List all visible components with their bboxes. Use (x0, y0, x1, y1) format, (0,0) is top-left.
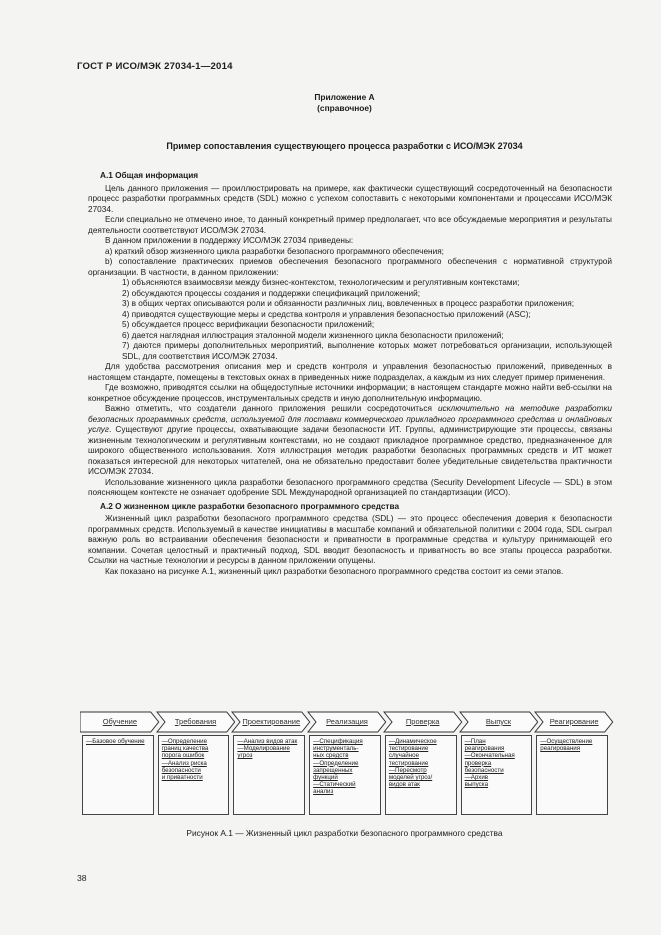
list-item: 1) объясняются взаимосвязи между бизнес-контекстом, технологическим и регулятивным контекстами; (122, 278, 520, 287)
paragraph: В данном приложении в поддержку ИСО/МЭК 27034 приведены: (105, 236, 354, 245)
activity-line: моделей угроз/ (388, 774, 433, 782)
activity-text (234, 736, 304, 760)
activity-line: функций (313, 774, 338, 782)
paragraph: Если специально не отмечено иное, то данный конкретный пример предполагает, что все обсуждаемые мероприятия и результаты деятельности соответствуют ИСО/МЭК 27034. (88, 215, 612, 235)
paragraph-text: . Существуют другие процессы, охватывающие задачи безопасности ИТ. Группы, администрирующие эти процессы, связаны жизненным технологическим и регулятивным контекстами, но не создают прикладное программное средство, предназначенное для широкого общественного использования. Хотя иллюстрация методик разработки безопасных программных средств и ИТ может показаться интересной для некоторых читателей, она не обязательно предоставит более убедительные свидетельства практичности ИСО/МЭК 27034. (88, 425, 612, 476)
paragraph: Жизненный цикл разработки безопасного программного средства (SDL) — это процесс обеспечения доверия к безопасности программных средств. Используемый в качестве инициативы в масштабе компаний и обязательной политики с 2004 года, SDL сыграл важную роль во встраивании обеспечения безопасности и приватности в программные средства и культуру принимающей его компании. Сочетая целостный и практичный подход, SDL вводит безопасность и приватность во все этапы процесса разработки. Ссылки на частные технологии и ресурсы в данном приложении опущены. (88, 514, 612, 565)
phase-label: Проверка (405, 717, 440, 726)
phase-activities (461, 735, 533, 815)
activity-line: анализ (313, 788, 334, 796)
phase-activities (309, 735, 381, 815)
activity-text (310, 736, 380, 796)
phase-label: Требования (174, 717, 217, 726)
activity-text (537, 736, 607, 752)
activity-text (386, 736, 456, 788)
activity-text (83, 736, 153, 745)
subsection-a1-title: А.1 Общая информация (100, 171, 199, 180)
paragraph (88, 404, 612, 478)
activity-line: —Окончательная (464, 752, 515, 760)
figure-caption: Рисунок А.1 — Жизненный цикл разработки безопасного программного средства (186, 828, 503, 838)
paragraph: Использование жизненного цикла разработки безопасного программного средства (Security Development Lifecycle — SDL) в этом поясняющем контексте не означает одобрение SDL Международной организацией по стандартизации (ИСО). (88, 477, 612, 497)
activity-line: проверка (464, 759, 492, 767)
list-item: a) краткий обзор жизненного цикла разработки безопасного программного обеспечения; (105, 246, 444, 256)
list-item: 4) приводятся существующие меры и средства контроля и управления безопасностью приложений (ASC); (122, 309, 531, 319)
activity-line: безопасности (464, 766, 504, 774)
activity-text (462, 736, 532, 788)
document-body (88, 170, 612, 577)
activity-line: —Спецификация инструменталь- (313, 738, 363, 753)
activity-line: —Определение границ качества (161, 738, 209, 753)
activity-text (159, 736, 229, 781)
list-item: 2) обсуждаются процессы создания и поддержки спецификаций приложений; (122, 288, 421, 298)
activity-line: ных средств (313, 752, 349, 760)
activity-line: —Моделирование угроз (237, 745, 290, 760)
activity-line: реагирования (540, 745, 581, 753)
phase-arrow (534, 711, 614, 733)
phase-arrow (307, 711, 387, 733)
activity-line: —Анализ риска безопасности (161, 759, 207, 774)
subsection-a2-title: А.2 О жизненном цикле разработки безопасного программного средства (100, 501, 400, 511)
paragraph: Для удобства рассмотрения описания мер и средств контроля и управления безопасностью приложений, приведенных в настоящем стандарте, помещены в текстовых окнах в приведенных ниже подразделах, а каждым из них следует пример применения. (88, 362, 612, 382)
activity-line: —Динамическое (388, 738, 437, 745)
phase-activities (385, 735, 457, 815)
activity-line: —Пересмотр (388, 766, 427, 774)
phase-arrow (156, 711, 236, 733)
section-title: Пример сопоставления существующего процесса разработки с ИСО/МЭК 27034 (166, 141, 523, 151)
activity-line: —Архив (464, 774, 489, 782)
activity-line: —Анализ видов атак (237, 738, 298, 745)
paragraph: Как показано на рисунке А.1, жизненный цикл разработки безопасного программного средства состоит из семи этапов. (105, 566, 564, 576)
phase-arrow (231, 711, 311, 733)
paragraph-text: Важно отметить, что создатели данного приложения решили сосредоточиться (105, 404, 438, 413)
activity-line: —Определение (313, 759, 359, 767)
list-item: 6) дается наглядная иллюстрация эталонной модели жизненного цикла безопасности приложений; (122, 330, 504, 340)
phase-label: Реализация (326, 717, 368, 726)
activity-line: запрещенных (313, 766, 353, 774)
annex-title: Приложение А (314, 92, 375, 102)
list-item: 7) даются примеры дополнительных мероприятий, выполнение которых может потребоваться организации, использующей SDL, для соответствия ИСО/МЭК 27034. (122, 341, 612, 361)
phase-label: Проектирование (242, 717, 301, 726)
activity-line: —План (464, 738, 486, 745)
activity-line: порога ошибок (161, 752, 205, 760)
emphasis-text: исключительно на методике разработки безопасных программных средств, используемой для поставки коммерческого прикладного программного средства и онлайновых услуг (88, 404, 612, 434)
activity-line: видов атак (388, 781, 420, 789)
page-number: 38 (77, 873, 87, 883)
activity-line: случайное (388, 752, 420, 760)
activity-line: —Статический (313, 781, 356, 789)
phase-label: Обучение (102, 717, 137, 726)
document-header: ГОСТ Р ИСО/МЭК 27034-1—2014 (77, 61, 233, 72)
phase-arrow (80, 711, 160, 733)
activity-line: реагирования (464, 745, 505, 753)
activity-line: и приватности (161, 774, 203, 782)
phase-label: Реагирование (549, 717, 599, 726)
phase-arrow (459, 711, 539, 733)
activity-line: —Осуществление (540, 738, 593, 745)
phase-activities (536, 735, 608, 815)
activity-line: выпуска (464, 781, 489, 789)
list-item: 5) обсуждается процесс верификации безопасности приложений; (122, 320, 375, 329)
annex-kind: (справочное) (317, 103, 372, 113)
phase-arrow (383, 711, 463, 733)
activity-line: —Базовое обучение (86, 738, 145, 745)
phase-activities (233, 735, 305, 815)
activity-line: тестирование (388, 745, 429, 753)
phase-activities (158, 735, 230, 815)
list-item: b) сопоставление практических приемов обеспечения безопасного программного обеспечения с нормативной структурой организации. В частности, в данном приложении: (88, 257, 612, 277)
activity-line: тестирование (388, 759, 429, 767)
phase-activities (82, 735, 154, 815)
list-item: 3) в общих чертах описываются роли и обязанности различных лиц, вовлеченных в процесс разработки приложения; (122, 299, 574, 308)
paragraph: Цель данного приложения — проиллюстрировать на примере, как фактически существующий сосредоточенный на безопасности процесс разработки программных средств (SDL) можно с успехом сопоставить с некоторыми компонентами и процессами ИСО/МЭК 27034. (88, 183, 612, 214)
paragraph: Где возможно, приводятся ссылки на общедоступные источники информации; в настоящем стандарте можно найти веб-ссылки на конкретное обсуждение процессов, инструментальных средств и иную дополнительную информацию. (88, 383, 612, 403)
phase-label: Выпуск (485, 717, 511, 726)
sdl-lifecycle-diagram (80, 711, 610, 815)
